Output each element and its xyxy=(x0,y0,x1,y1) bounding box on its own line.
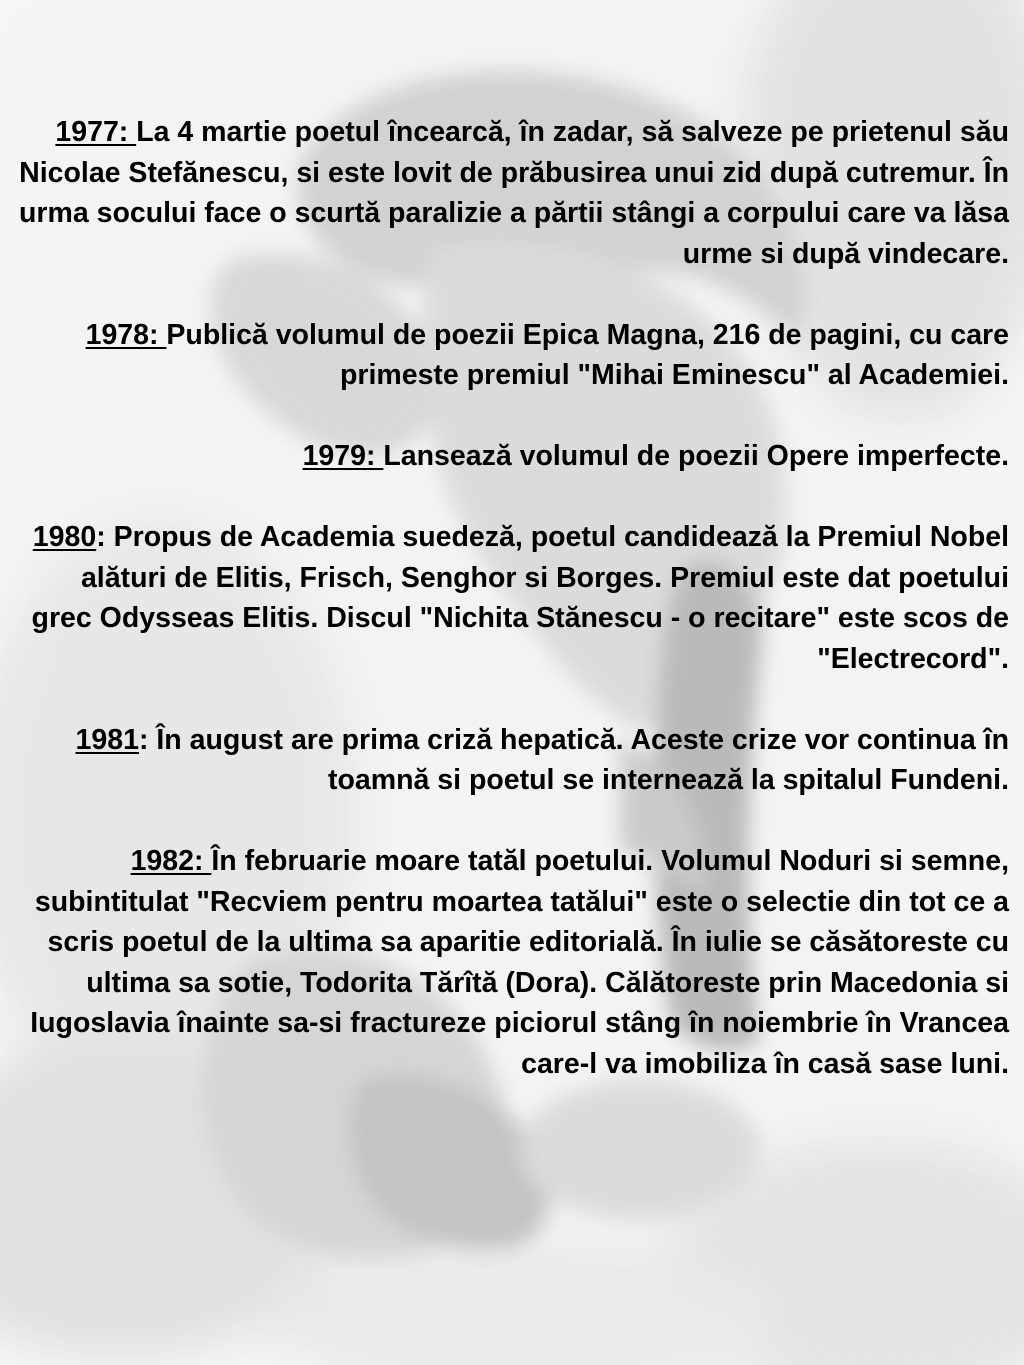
entry-text: Publică volumul de poezii Epica Magna, 216 de pagini, cu care primeste premiul "Mihai Eminescu" al Academiei. xyxy=(166,318,1009,391)
year-separator: : xyxy=(96,521,114,553)
entry-1979 xyxy=(14,436,1009,477)
entry-1981 xyxy=(14,720,1009,801)
entry-text: La 4 martie poetul încearcă, în zadar, să salveze pe prietenul său Nicolae Stefănescu, si este lovit de prăbusirea unui zid după cutremur. În urma socului face o scurtă paralizie a părtii stângi a corpului care va lăsa urme si după vindecare. xyxy=(19,116,1009,270)
chronology-text xyxy=(14,112,1009,1125)
year-label: 1977: xyxy=(55,116,137,148)
entry-text: În august are prima criză hepatică. Aceste crize vor continua în toamnă si poetul se internează la spitalul Fundeni. xyxy=(156,723,1009,796)
entry-text: Propus de Academia suedeză, poetul candidează la Premiul Nobel alături de Elitis, Frisch, Senghor si Borges. Premiul este dat poetului grec Odysseas Elitis. Discul "Nichita Stănescu - o recitare" este scos de "Electrecord". xyxy=(31,521,1009,675)
entry-1980 xyxy=(14,517,1009,679)
year-label: 1978: xyxy=(85,318,167,351)
entry-1978 xyxy=(14,315,1009,396)
year-label: 1979: xyxy=(302,440,384,472)
year-separator: : xyxy=(138,723,157,756)
year-label: 1981 xyxy=(75,723,139,756)
entry-1982 xyxy=(14,841,1009,1084)
year-label: 1982: xyxy=(130,845,212,877)
entry-1977 xyxy=(14,112,1009,274)
entry-text: În februarie moare tatăl poetului. Volumul Noduri si semne, subintitulat "Recviem pentru moartea tatălui" este o selectie din tot ce a scris poetul de la ultima sa aparitie editorială. În iulie se căsătoreste cu ultima sa sotie, Todorita Tărîtă (Dora). Călătoreste prin Macedonia si Iugoslavia înainte sa-si fractureze piciorul stâng în noiembrie în Vrancea care-l va imobiliza în casă sase luni. xyxy=(30,845,1009,1080)
entry-text: Lansează volumul de poezii Opere imperfecte. xyxy=(383,440,1009,472)
year-label: 1980 xyxy=(32,521,97,553)
